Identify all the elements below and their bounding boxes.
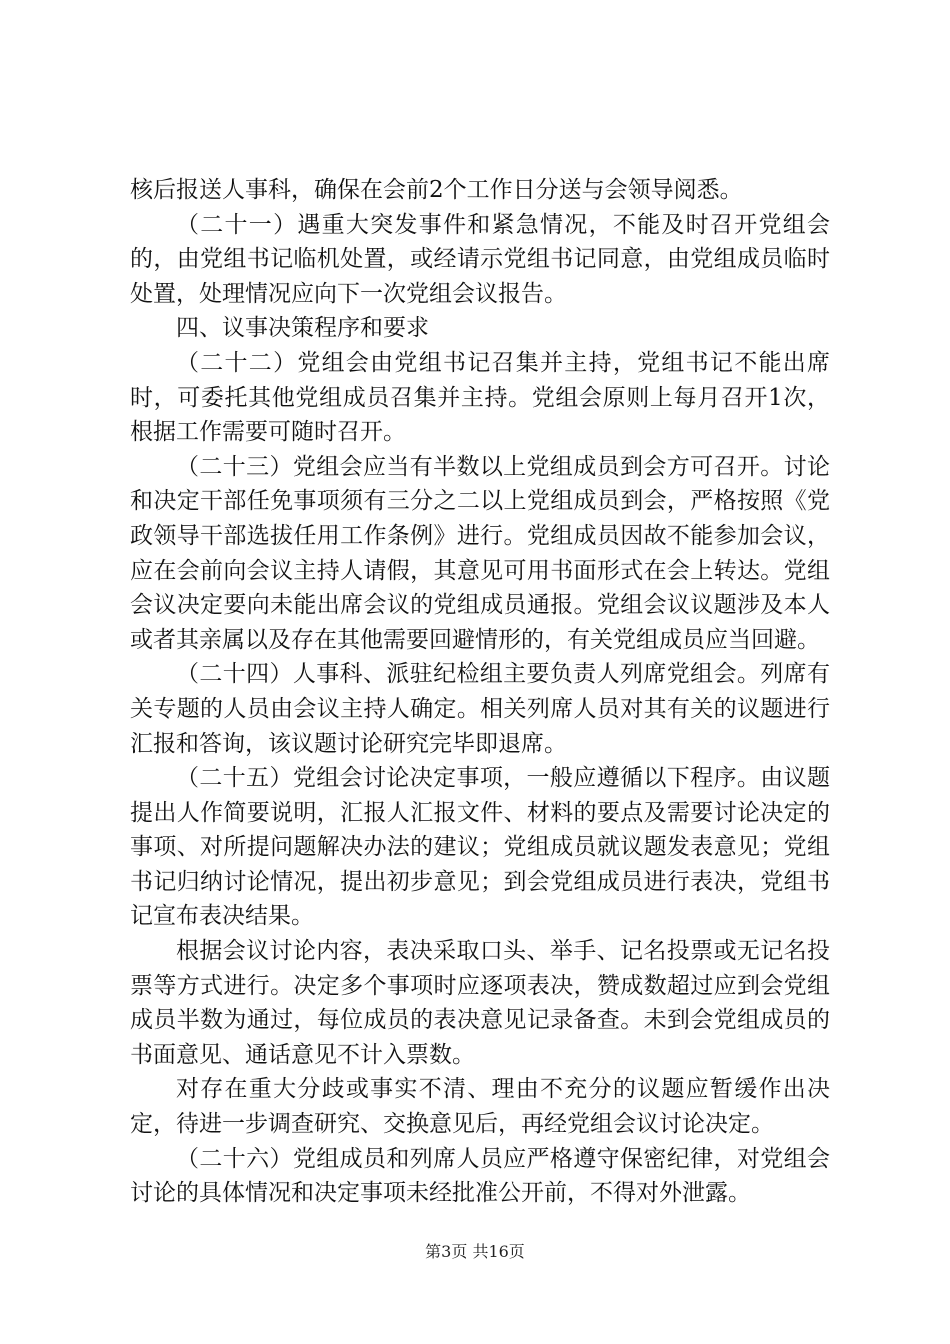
document-body [130,173,830,1211]
paragraph-clause-25: （二十五）党组会讨论决定事项，一般应遵循以下程序。由议题提出人作简要说明，汇报人汇报文件、材料的要点及需要讨论决定的事项、对所提问题解决办法的建议；党组成员就议题发表意见；党组书记归纳讨论情况，提出初步意见；到会党组成员进行表决，党组书记宣布表决结果。 [130,765,830,930]
section-heading: 四、议事决策程序和要求 [176,315,429,342]
paragraph-continuation: 核后报送人事科，确保在会前2个工作日分送与会领导阅悉。 [130,177,743,203]
paragraph-clause-21: （二十一）遇重大突发事件和紧急情况，不能及时召开党组会的，由党组书记临机处置，或经请示党组书记同意，由党组成员临时处置，处理情况应向下一次党组会议报告。 [130,211,830,307]
paragraph-clause-23: （二十三）党组会应当有半数以上党组成员到会方可召开。讨论和决定干部任免事项须有三分之二以上党组成员到会，严格按照《党政领导干部选拔任用工作条例》进行。党组成员因故不能参加会议，应在会前向会议主持人请假，其意见可用书面形式在会上转达。党组会议决定要向未能出席会议的党组成员通报。党组会议议题涉及本人或者其亲属以及存在其他需要回避情形的，有关党组成员应当回避。 [130,453,830,653]
paragraph-clause-26: （二十六）党组成员和列席人员应严格遵守保密纪律，对党组会讨论的具体情况和决定事项未经批准公开前，不得对外泄露。 [130,1145,830,1207]
paragraph-voting: 根据会议讨论内容，表决采取口头、举手、记名投票或无记名投票等方式进行。决定多个事项时应逐项表决，赞成数超过应到会党组成员半数为通过，每位成员的表决意见记录备查。未到会党组成员的书面意见、通话意见不计入票数。 [130,938,830,1068]
paragraph-deferral: 对存在重大分歧或事实不清、理由不充分的议题应暂缓作出决定，待进一步调查研究、交换意见后，再经党组会议讨论决定。 [130,1076,830,1138]
page-number-footer: 第3页 共16页 [425,1242,525,1261]
paragraph-clause-24: （二十四）人事科、派驻纪检组主要负责人列席党组会。列席有关专题的人员由会议主持人确定。相关列席人员对其有关的议题进行汇报和答询，该议题讨论研究完毕即退席。 [130,661,830,757]
paragraph-clause-22: （二十二）党组会由党组书记召集并主持，党组书记不能出席时，可委托其他党组成员召集并主持。党组会原则上每月召开1次，根据工作需要可随时召开。 [130,349,830,446]
